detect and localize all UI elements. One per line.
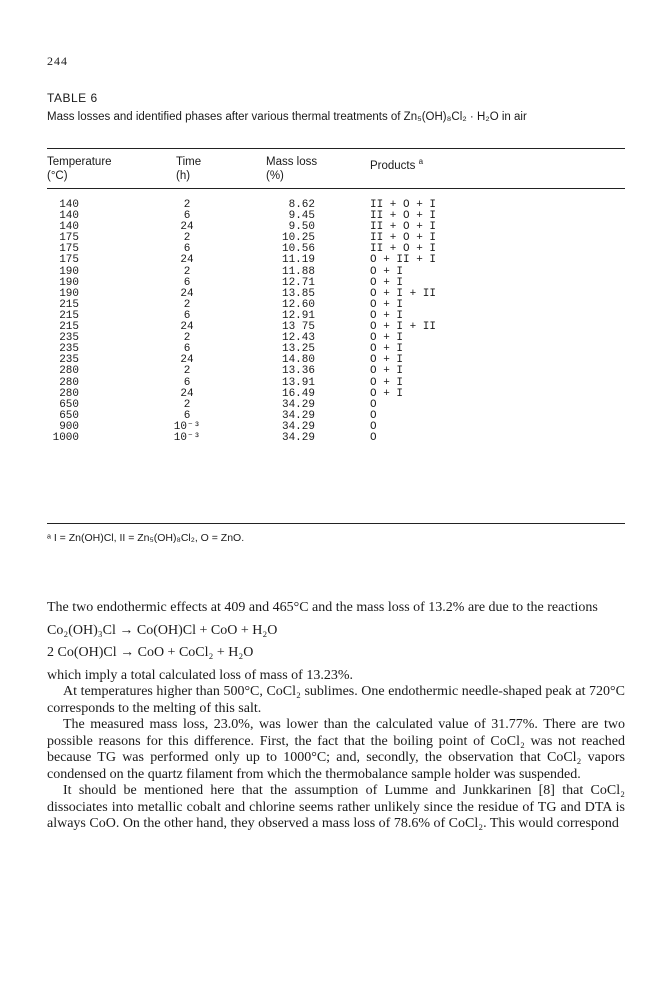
cell-mass-loss: 14.80: [281, 354, 315, 367]
cell-time: 6: [183, 376, 191, 389]
cell-temperature: 215: [59, 298, 79, 311]
cell-mass-loss: 10.56: [281, 243, 315, 256]
header-temperature-label: Temperature: [47, 156, 112, 168]
cell-time: 24: [180, 387, 194, 400]
paragraph-3: At temperatures higher than 500°C, CoCl₂ sublimes. One endothermic needle-shaped peak at 720°C corresponds to the melting of this salt.: [47, 684, 625, 716]
cell-time: 2: [183, 365, 191, 378]
cell-temperature: 140: [59, 210, 79, 223]
paragraph-4: The measured mass loss, 23.0%, was lower than the calculated value of 31.77%. There are two possible reasons for this difference. First, the fact that the boiling point of CoCl₂ was not reached because TG was performed only up to 1000°C; and, secondly, the observation that CoCl₂ vapors condensed on the quartz filament from which the thermobalance sample holder was suspended.: [47, 717, 625, 782]
table-row: [47, 289, 625, 300]
cell-temperature: 1000: [52, 431, 79, 444]
table-row: [47, 300, 625, 311]
cell-mass-loss: 10.25: [281, 232, 315, 245]
cell-products: O + I: [370, 387, 404, 400]
table-body: [47, 200, 625, 444]
cell-temperature: 140: [59, 199, 79, 211]
header-temperature: [47, 155, 112, 183]
cell-products: O + I + II: [370, 321, 437, 334]
cell-products: O + I: [370, 354, 404, 367]
table-row: [47, 433, 625, 444]
cell-mass-loss: 34.29: [281, 420, 315, 433]
cell-products: O: [370, 431, 377, 444]
cell-products: O: [370, 409, 377, 422]
cell-products: II + O + I: [370, 199, 437, 211]
table-bottom-rule: [47, 523, 625, 524]
cell-time: 24: [180, 254, 194, 267]
cell-mass-loss: 13.36: [281, 365, 315, 378]
cell-products: O + I: [370, 332, 404, 345]
table-row: [47, 244, 625, 255]
table-footnote: ᵃ I = Zn(OH)Cl, II = Zn₅(OH)₈Cl₂, O = ZnO.: [47, 532, 245, 544]
cell-temperature: 140: [59, 221, 79, 234]
header-time-label: Time: [176, 156, 202, 168]
table-row: [47, 378, 625, 389]
cell-time: 6: [183, 210, 191, 223]
cell-products: II + O + I: [370, 221, 437, 234]
table-row: [47, 267, 625, 278]
cell-time: 2: [183, 265, 191, 278]
cell-products: O + I + II: [370, 287, 437, 300]
cell-mass-loss: 34.29: [281, 409, 315, 422]
table-row: [47, 333, 625, 344]
cell-temperature: 900: [59, 420, 79, 433]
cell-mass-loss: 13 75: [281, 321, 315, 334]
equation-1: Co₂(OH)₃Cl → Co(OH)Cl + CoO + H₂O: [47, 622, 278, 638]
header-products: [370, 155, 423, 173]
cell-temperature: 175: [59, 254, 79, 267]
header-mass-loss-label: Mass loss: [266, 156, 318, 168]
cell-temperature: 235: [59, 343, 79, 356]
cell-products: O + I: [370, 276, 404, 289]
cell-mass-loss: 12.43: [281, 332, 315, 345]
cell-mass-loss: 11.88: [281, 265, 315, 278]
header-temperature-unit: (°C): [47, 170, 68, 182]
cell-temperature: 280: [59, 376, 79, 389]
cell-temperature: 235: [59, 354, 79, 367]
cell-products: O + I: [370, 298, 404, 311]
cell-mass-loss: 12.60: [281, 298, 315, 311]
cell-products: O: [370, 420, 377, 433]
table-row: [47, 311, 625, 322]
cell-time: 2: [183, 298, 191, 311]
cell-products: O: [370, 398, 377, 411]
cell-temperature: 280: [59, 387, 79, 400]
cell-mass-loss: 9.45: [288, 210, 315, 223]
table-label: TABLE 6: [47, 91, 98, 105]
cell-temperature: 215: [59, 321, 79, 334]
cell-mass-loss: 16.49: [281, 387, 315, 400]
cell-time: 10⁻³: [173, 420, 201, 433]
table-row: [47, 422, 625, 433]
table-row: [47, 222, 625, 233]
cell-time: 2: [183, 332, 191, 345]
cell-time: 2: [183, 232, 191, 245]
cell-mass-loss: 12.91: [281, 309, 315, 322]
table-row: [47, 355, 625, 366]
cell-products: II + O + I: [370, 232, 437, 245]
paragraph-5: It should be mentioned here that the assumption of Lumme and Junkkarinen [8] that CoCl₂ dissociates into metallic cobalt and chlorine seems rather unlikely since the residue of TG and DTA is always CoO. On the other hand, they observed a mass loss of 78.6% of CoCl₂. This would correspond: [47, 783, 625, 831]
cell-products: O + I: [370, 376, 404, 389]
cell-time: 2: [183, 398, 191, 411]
paragraph-2: which imply a total calculated loss of mass of 13.23%.: [47, 667, 353, 683]
cell-time: 6: [183, 343, 191, 356]
table-row: [47, 400, 625, 411]
cell-temperature: 175: [59, 232, 79, 245]
header-mass-loss-unit: (%): [266, 170, 284, 182]
cell-time: 10⁻³: [173, 431, 201, 444]
cell-products: II + O + I: [370, 210, 437, 223]
header-products-footnote-mark: a: [418, 157, 424, 166]
cell-products: O + I: [370, 309, 404, 322]
table-caption: Mass losses and identified phases after various thermal treatments of Zn₅(OH)₈Cl₂ · H₂O in air: [47, 111, 527, 123]
cell-mass-loss: 13.25: [281, 343, 315, 356]
cell-time: 24: [180, 287, 194, 300]
table-row: [47, 255, 625, 266]
cell-mass-loss: 8.62: [288, 199, 315, 211]
cell-time: 24: [180, 354, 194, 367]
cell-time: 6: [183, 276, 191, 289]
cell-products: II + O + I: [370, 243, 437, 256]
cell-temperature: 650: [59, 398, 79, 411]
page-number: 244: [47, 54, 68, 68]
body-text: [47, 600, 625, 833]
header-time: [176, 155, 201, 183]
cell-mass-loss: 11.19: [281, 254, 315, 267]
table-row: [47, 366, 625, 377]
cell-mass-loss: 12.71: [281, 276, 315, 289]
cell-products: O + II + I: [370, 254, 437, 267]
table-row: [47, 211, 625, 222]
cell-temperature: 175: [59, 243, 79, 256]
cell-temperature: 280: [59, 365, 79, 378]
cell-time: 2: [183, 199, 191, 211]
cell-temperature: 215: [59, 309, 79, 322]
table-top-rule: [47, 148, 625, 149]
cell-temperature: 190: [59, 287, 79, 300]
cell-temperature: 235: [59, 332, 79, 345]
header-time-unit: (h): [176, 170, 191, 182]
table-row: [47, 344, 625, 355]
paragraph-1: The two endothermic effects at 409 and 465°C and the mass loss of 13.2% are due to the reactions: [47, 600, 598, 615]
table-header-rule: [47, 188, 625, 189]
cell-time: 24: [180, 321, 194, 334]
cell-mass-loss: 34.29: [281, 431, 315, 444]
cell-temperature: 190: [59, 276, 79, 289]
table-row: [47, 389, 625, 400]
equation-2: 2 Co(OH)Cl → CoO + CoCl₂ + H₂O: [47, 645, 254, 660]
cell-mass-loss: 9.50: [288, 221, 315, 234]
cell-temperature: 190: [59, 265, 79, 278]
cell-temperature: 650: [59, 409, 79, 422]
cell-time: 6: [183, 409, 191, 422]
cell-products: O + I: [370, 265, 404, 278]
cell-products: O + I: [370, 365, 404, 378]
cell-products: O + I: [370, 343, 404, 356]
header-mass-loss: [266, 155, 317, 183]
header-products-label: Products: [370, 159, 416, 172]
table-row: [47, 233, 625, 244]
cell-time: 24: [180, 221, 194, 234]
cell-mass-loss: 13.85: [281, 287, 315, 300]
cell-mass-loss: 13.91: [281, 376, 315, 389]
table-row: [47, 200, 625, 211]
cell-time: 6: [183, 243, 191, 256]
table-row: [47, 322, 625, 333]
cell-time: 6: [183, 309, 191, 322]
table-row: [47, 278, 625, 289]
cell-mass-loss: 34.29: [281, 398, 315, 411]
table-row: [47, 411, 625, 422]
